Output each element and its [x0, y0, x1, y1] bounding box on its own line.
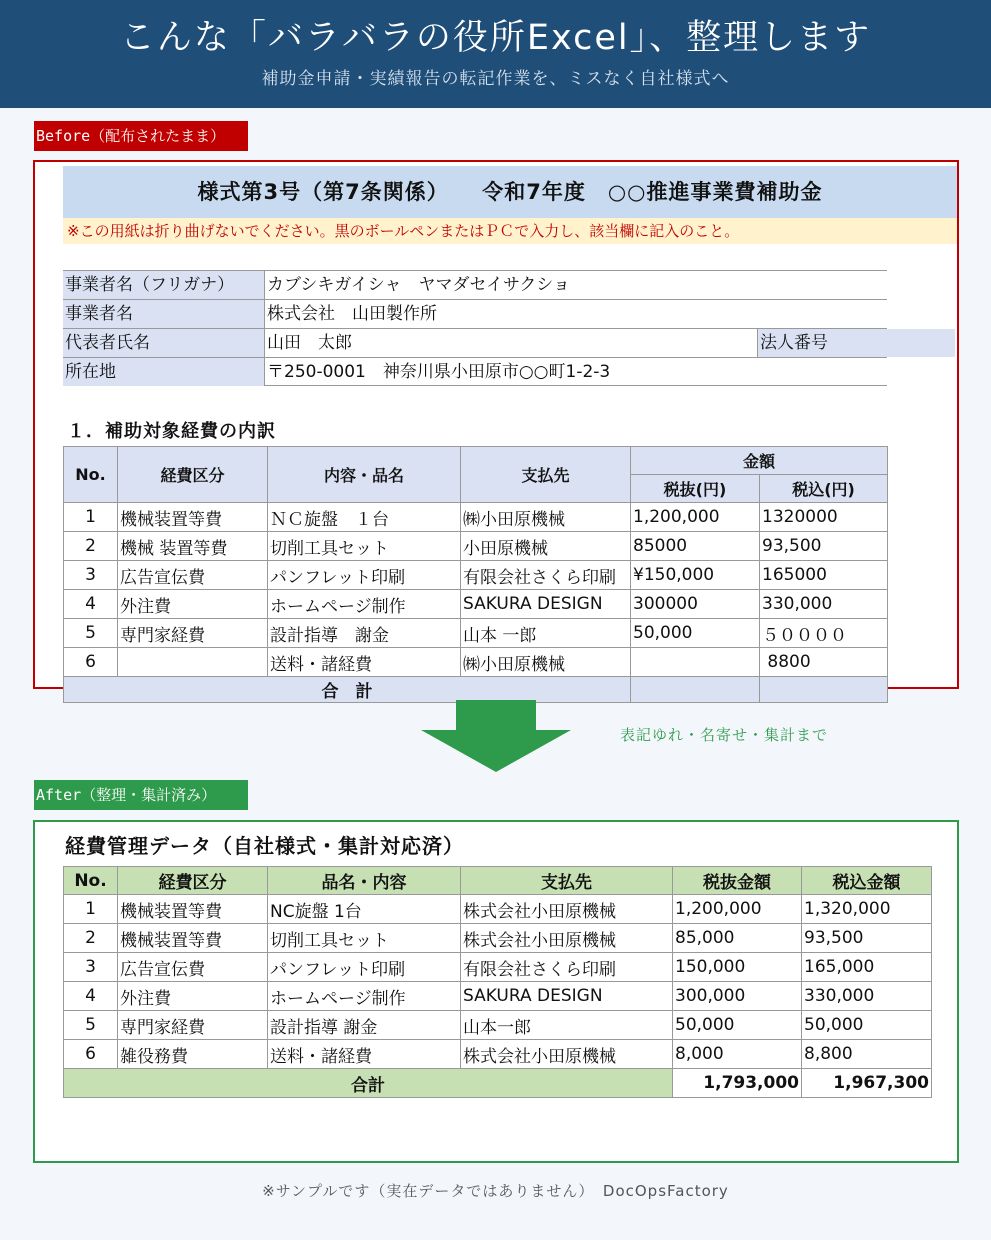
info-row [63, 357, 887, 386]
table-row [64, 982, 932, 1011]
cell-incl: 93,500 [760, 532, 888, 561]
cell-no: 2 [64, 924, 118, 953]
cell-excl: 8,000 [673, 1040, 802, 1069]
info-value: 株式会社 山田製作所 [267, 304, 437, 324]
cell-category: 専門家経費 [118, 1011, 268, 1040]
arrow-note: 表記ゆれ・名寄せ・集計まで [620, 726, 829, 744]
table-row [64, 895, 932, 924]
table-row [64, 1040, 932, 1069]
col-incl: 税込(円) [760, 475, 888, 503]
cell-category: 機械 装置等費 [118, 532, 268, 561]
total-excl [631, 677, 760, 703]
footer-note: ※サンプルです（実在データではありません） DocOpsFactory [262, 1182, 729, 1200]
cell-item: ＮＣ旋盤 １台 [268, 503, 461, 532]
table-row [64, 619, 888, 648]
table-row [64, 561, 888, 590]
col-no: No. [64, 447, 118, 503]
cell-item: 送料・諸経費 [268, 1040, 461, 1069]
cell-item: 送料・諸経費 [268, 648, 461, 677]
cell-excl: ¥150,000 [631, 561, 760, 590]
table-row [64, 503, 888, 532]
total-row [64, 677, 888, 703]
total-incl: 1,967,300 [802, 1069, 932, 1098]
before-tag: Before（配布されたまま） [34, 121, 248, 151]
page-title: こんな「バラバラの役所Excel」、整理します [119, 18, 872, 58]
after-panel [33, 820, 959, 1163]
col-excl: 税抜(円) [631, 475, 760, 503]
form-note: ※この用紙は折り曲げないでください。黒のボールペンまたはＰＣで入力し、該当欄に記入のこと。 [63, 218, 957, 244]
info-label: 事業者名（フリガナ） [63, 271, 265, 299]
info-value: 〒250-0001 神奈川県小田原市○○町1-2-3 [267, 362, 611, 382]
cell-item: パンフレット印刷 [268, 561, 461, 590]
down-arrow-icon [421, 700, 571, 772]
cell-excl [631, 648, 760, 677]
info-label: 所在地 [63, 358, 265, 386]
corporate-number-label: 法人番号 [757, 329, 955, 357]
cell-excl: 85,000 [673, 924, 802, 953]
cell-incl: 165,000 [802, 953, 932, 982]
col-payee: 支払先 [461, 447, 631, 503]
total-row [64, 1069, 932, 1098]
cell-excl: 1,200,000 [631, 503, 760, 532]
cell-payee: ㈱小田原機械 [461, 648, 631, 677]
cell-payee: 山本 一郎 [461, 619, 631, 648]
col-category: 経費区分 [118, 447, 268, 503]
cell-item: 設計指導 謝金 [268, 619, 461, 648]
cell-incl: 50,000 [802, 1011, 932, 1040]
total-incl [760, 677, 888, 703]
cell-payee: SAKURA DESIGN [461, 590, 631, 619]
cell-excl: 50,000 [631, 619, 760, 648]
cell-payee: 有限会社さくら印刷 [461, 953, 673, 982]
info-value: カブシキガイシャ ヤマダセイサクショ [267, 275, 570, 295]
col-amount: 金額 [631, 447, 888, 475]
cell-category: 機械装置等費 [118, 924, 268, 953]
cell-incl: 330,000 [760, 590, 888, 619]
col-item: 品名・内容 [268, 867, 461, 895]
col-incl: 税込金額 [802, 867, 932, 895]
cell-item: NC旋盤 1台 [268, 895, 461, 924]
info-label: 代表者氏名 [63, 329, 265, 357]
col-excl: 税抜金額 [673, 867, 802, 895]
cell-incl: 330,000 [802, 982, 932, 1011]
cell-incl: 1,320,000 [802, 895, 932, 924]
info-row [63, 270, 887, 299]
cell-payee: 山本一郎 [461, 1011, 673, 1040]
cell-incl: 93,500 [802, 924, 932, 953]
cell-category: 広告宣伝費 [118, 953, 268, 982]
cell-excl: 85000 [631, 532, 760, 561]
after-expense-table [63, 866, 932, 1098]
cell-no: 4 [64, 982, 118, 1011]
cell-incl: 1320000 [760, 503, 888, 532]
cell-payee: 株式会社小田原機械 [461, 895, 673, 924]
cell-category: 外注費 [118, 982, 268, 1011]
table-row [64, 1011, 932, 1040]
col-payee: 支払先 [461, 867, 673, 895]
cell-item: 切削工具セット [268, 924, 461, 953]
cell-excl: 300,000 [673, 982, 802, 1011]
cell-payee: 株式会社小田原機械 [461, 1040, 673, 1069]
total-label: 合計 [64, 1069, 673, 1098]
info-row [63, 299, 887, 328]
col-category: 経費区分 [118, 867, 268, 895]
cell-no: 4 [64, 590, 118, 619]
cell-no: 3 [64, 561, 118, 590]
after-title: 経費管理データ（自社様式・集計対応済） [65, 834, 464, 858]
cell-excl: 1,200,000 [673, 895, 802, 924]
cell-payee: 有限会社さくら印刷 [461, 561, 631, 590]
cell-excl: 300000 [631, 590, 760, 619]
info-label: 事業者名 [63, 300, 265, 328]
cell-payee: SAKURA DESIGN [461, 982, 673, 1011]
cell-no: 2 [64, 532, 118, 561]
cell-payee: 小田原機械 [461, 532, 631, 561]
form-title: 様式第3号（第7条関係） 令和7年度 ○○推進事業費補助金 [63, 166, 957, 218]
cell-category: 専門家経費 [118, 619, 268, 648]
cell-category: 雑役務費 [118, 1040, 268, 1069]
table-row [64, 924, 932, 953]
cell-category: 機械装置等費 [118, 503, 268, 532]
applicant-info [63, 270, 887, 386]
cell-item: 設計指導 謝金 [268, 1011, 461, 1040]
cell-incl: 8800 [760, 648, 888, 677]
total-label: 合 計 [64, 677, 631, 703]
cell-incl: 8,800 [802, 1040, 932, 1069]
cell-no: 1 [64, 503, 118, 532]
after-tag: After（整理・集計済み） [34, 780, 248, 810]
cell-item: パンフレット印刷 [268, 953, 461, 982]
section-heading: １．補助対象経費の内訳 [67, 421, 276, 442]
cell-payee: 株式会社小田原機械 [461, 924, 673, 953]
total-excl: 1,793,000 [673, 1069, 802, 1098]
cell-no: 1 [64, 895, 118, 924]
cell-incl: 165000 [760, 561, 888, 590]
cell-no: 5 [64, 1011, 118, 1040]
cell-item: ホームページ制作 [268, 982, 461, 1011]
cell-no: 6 [64, 1040, 118, 1069]
page-subtitle: 補助金申請・実績報告の転記作業を、ミスなく自社様式へ [261, 69, 730, 89]
cell-excl: 50,000 [673, 1011, 802, 1040]
cell-item: ホームページ制作 [268, 590, 461, 619]
before-panel [33, 160, 959, 702]
col-item: 内容・品名 [268, 447, 461, 503]
cell-no: 6 [64, 648, 118, 677]
cell-excl: 150,000 [673, 953, 802, 982]
info-row [63, 328, 887, 357]
page-header [0, 0, 991, 108]
cell-category [118, 648, 268, 677]
cell-incl: ５００００ [760, 619, 888, 648]
cell-no: 5 [64, 619, 118, 648]
table-row [64, 532, 888, 561]
cell-no: 3 [64, 953, 118, 982]
cell-item: 切削工具セット [268, 532, 461, 561]
cell-payee: ㈱小田原機械 [461, 503, 631, 532]
info-value: 山田 太郎 [267, 333, 352, 353]
before-expense-table [63, 446, 888, 703]
table-row [64, 590, 888, 619]
table-row [64, 953, 932, 982]
cell-category: 機械装置等費 [118, 895, 268, 924]
cell-category: 外注費 [118, 590, 268, 619]
table-row [64, 648, 888, 677]
cell-category: 広告宣伝費 [118, 561, 268, 590]
col-no: No. [64, 867, 118, 895]
